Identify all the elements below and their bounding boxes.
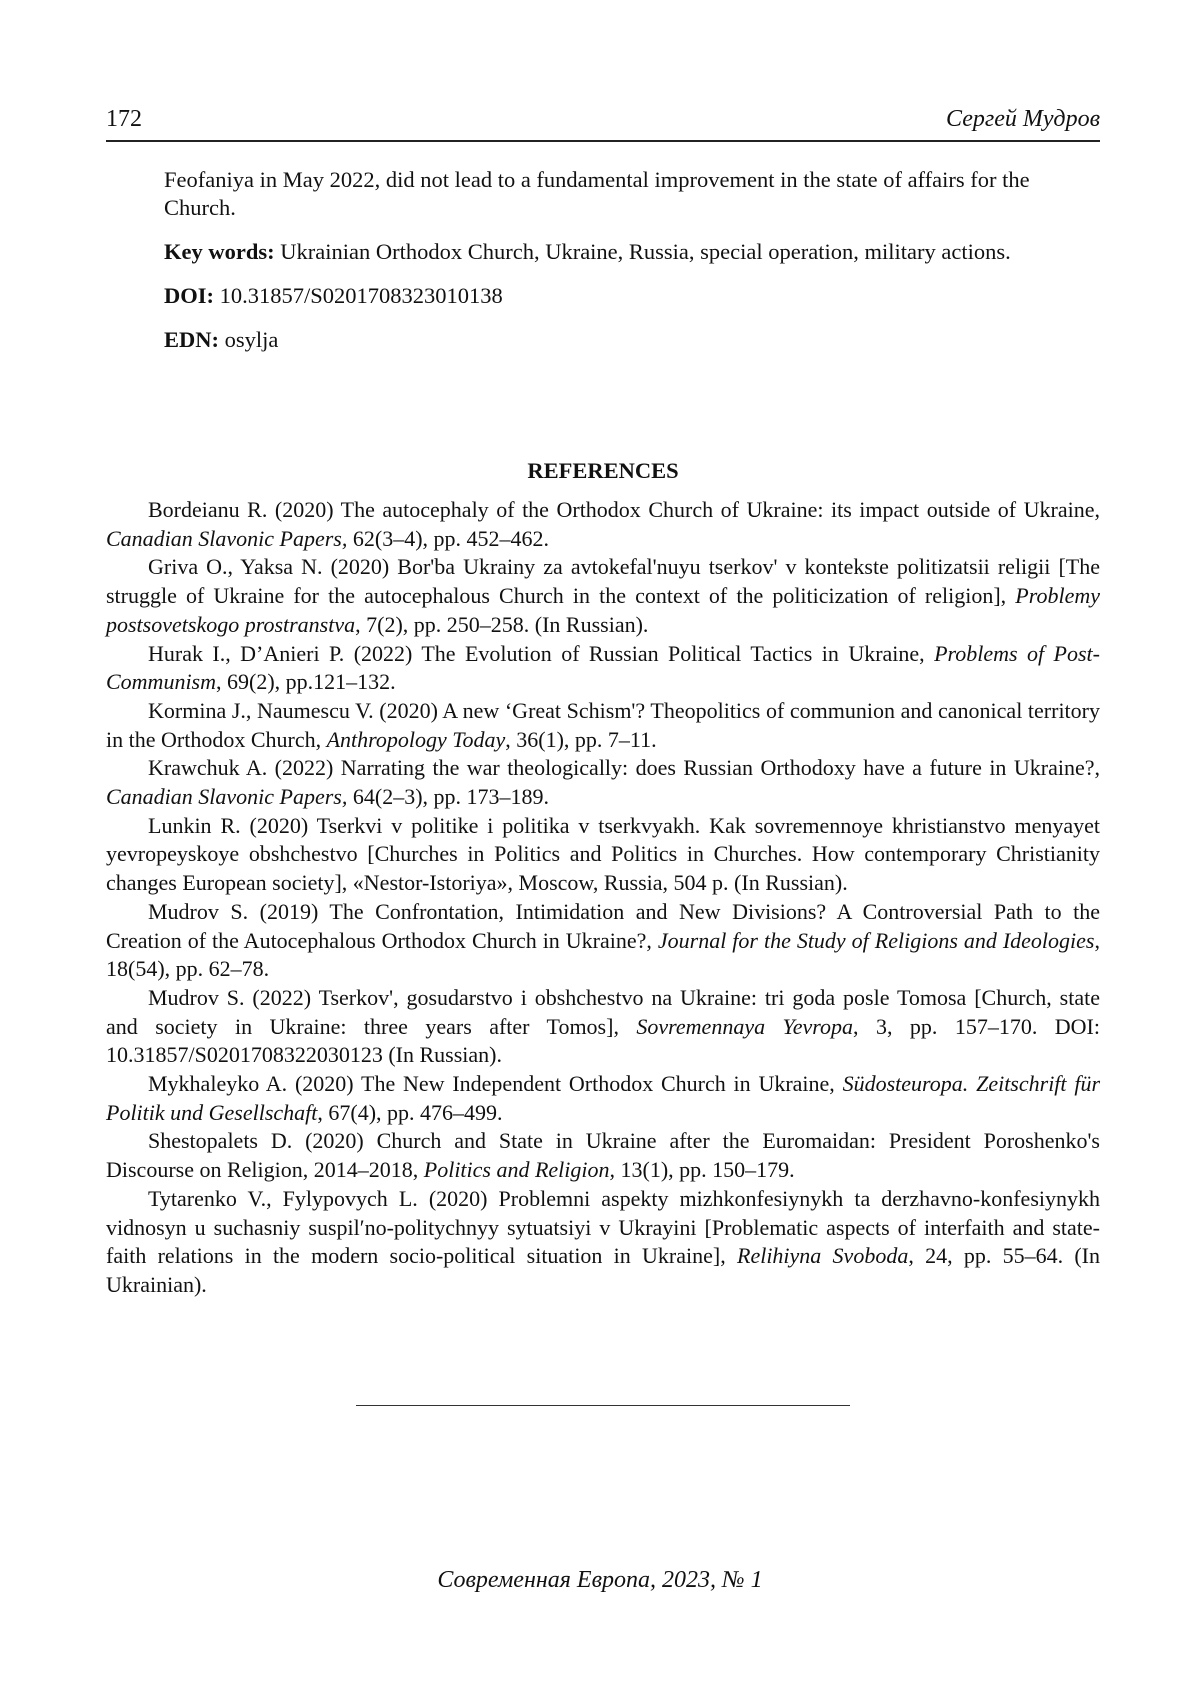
- reference-item: Tytarenko V., Fylypovych L. (2020) Problemni aspekty mizhkonfesiynykh ta derzhavno-konfesiynykh vidnosyn u suchasniy suspil′no-politychnyy sytuatsiyi v Ukrayini [Problematic aspects of interfaith and state-faith relations in the modern socio-political situation in Ukraine], Relihiyna Svoboda, 24, pp. 55–64. (In Ukrainian).: [106, 1185, 1101, 1297]
- journal-footer: Современная Европа, 2023, № 1: [437, 1567, 763, 1593]
- reference-item: Bordeianu R. (2020) The autocephaly of the Orthodox Church of Ukraine: its impact outside of Ukraine, Canadian Slavonic Papers, 62(3–4), pp. 452–462.: [106, 497, 1100, 551]
- keywords-line: [164, 238, 1044, 266]
- reference-item: Krawchuk A. (2022) Narrating the war theologically: does Russian Orthodoxy have a future in Ukraine?, Canadian Slavonic Papers, 64(2–3), pp. 173–189.: [106, 755, 1100, 810]
- page-header: [106, 104, 1100, 142]
- reference-item: Mudrov S. (2019) The Confrontation, Intimidation and New Divisions? A Controversial Path to the Creation of the Autocephalous Orthodox Church in Ukraine?, Journal for the Study of Religions and Ideologies, 18(54), pp. 62–78.: [106, 898, 1100, 982]
- running-title-author: Сергей Мудров: [946, 106, 1100, 132]
- abstract-section: [164, 166, 1044, 370]
- keywords-label: Key words:: [164, 239, 275, 264]
- doi-value: 10.31857/S0201708323010138: [214, 283, 503, 308]
- edn-label: EDN:: [164, 327, 219, 352]
- reference-item: Hurak I., D’Anieri P. (2022) The Evolution of Russian Political Tactics in Ukraine, Problems of Post-Communism, 69(2), pp.121–132.: [106, 640, 1100, 695]
- edn-line: [164, 326, 1044, 354]
- reference-item: Lunkin R. (2020) Tserkvi v politike i politika v tserkvyakh. Kak sovremennoye khristianstvo menyayet yevropeyskoye obshchestvo [Churches in Politics and Politics in Churches. How contemporary Christianity changes European society], «Nestor-Istoriya», Moscow, Russia, 504 p. (In Russian).: [106, 812, 1100, 896]
- edn-value: osylja: [219, 327, 279, 352]
- reference-item: Griva O., Yaksa N. (2020) Bor'ba Ukrainy za avtokefal'nuyu tserkov' v kontekste politizatsii religii [The struggle of Ukraine for the autocephalous Church in the context of the politicization of religion], Problemy postsovetskogo prostranstva, 7(2), pp. 250–258. (In Russian).: [106, 554, 1100, 637]
- references-list: [106, 496, 1100, 1300]
- reference-item: Shestopalets D. (2020) Church and State in Ukraine after the Euromaidan: President Poroshenko's Discourse on Religion, 2014–2018, Politics and Religion, 13(1), pp. 150–179.: [106, 1128, 1100, 1183]
- page-number: 172: [106, 106, 142, 132]
- abstract-continuation: Feofaniya in May 2022, did not lead to a fundamental improvement in the state of affairs for the Church.: [164, 167, 1030, 220]
- end-divider-rule: [356, 1405, 850, 1406]
- doi-line: [164, 282, 1044, 310]
- reference-item: Kormina J., Naumescu V. (2020) A new ‘Great Schism'? Theopolitics of communion and canonical territory in the Orthodox Church, Anthropology Today, 36(1), pp. 7–11.: [106, 697, 1100, 752]
- references-heading: REFERENCES: [527, 458, 679, 483]
- keywords-text: Ukrainian Orthodox Church, Ukraine, Russia, special operation, military actions.: [274, 239, 1011, 264]
- reference-item: Mykhaleyko A. (2020) The New Independent Orthodox Church in Ukraine, Südosteuropa. Zeitschrift für Politik und Gesellschaft, 67(4), pp. 476–499.: [106, 1071, 1101, 1125]
- reference-item: Mudrov S. (2022) Tserkov', gosudarstvo i obshchestvo na Ukraine: tri goda posle Tomosa [Church, state and society in Ukraine: three years after Tomos], Sovremennaya Yevropa, 3, pp. 157–170. DOI: 10.31857/S0201708322030123 (In Russian).: [106, 984, 1100, 1068]
- doi-label: DOI:: [164, 283, 214, 308]
